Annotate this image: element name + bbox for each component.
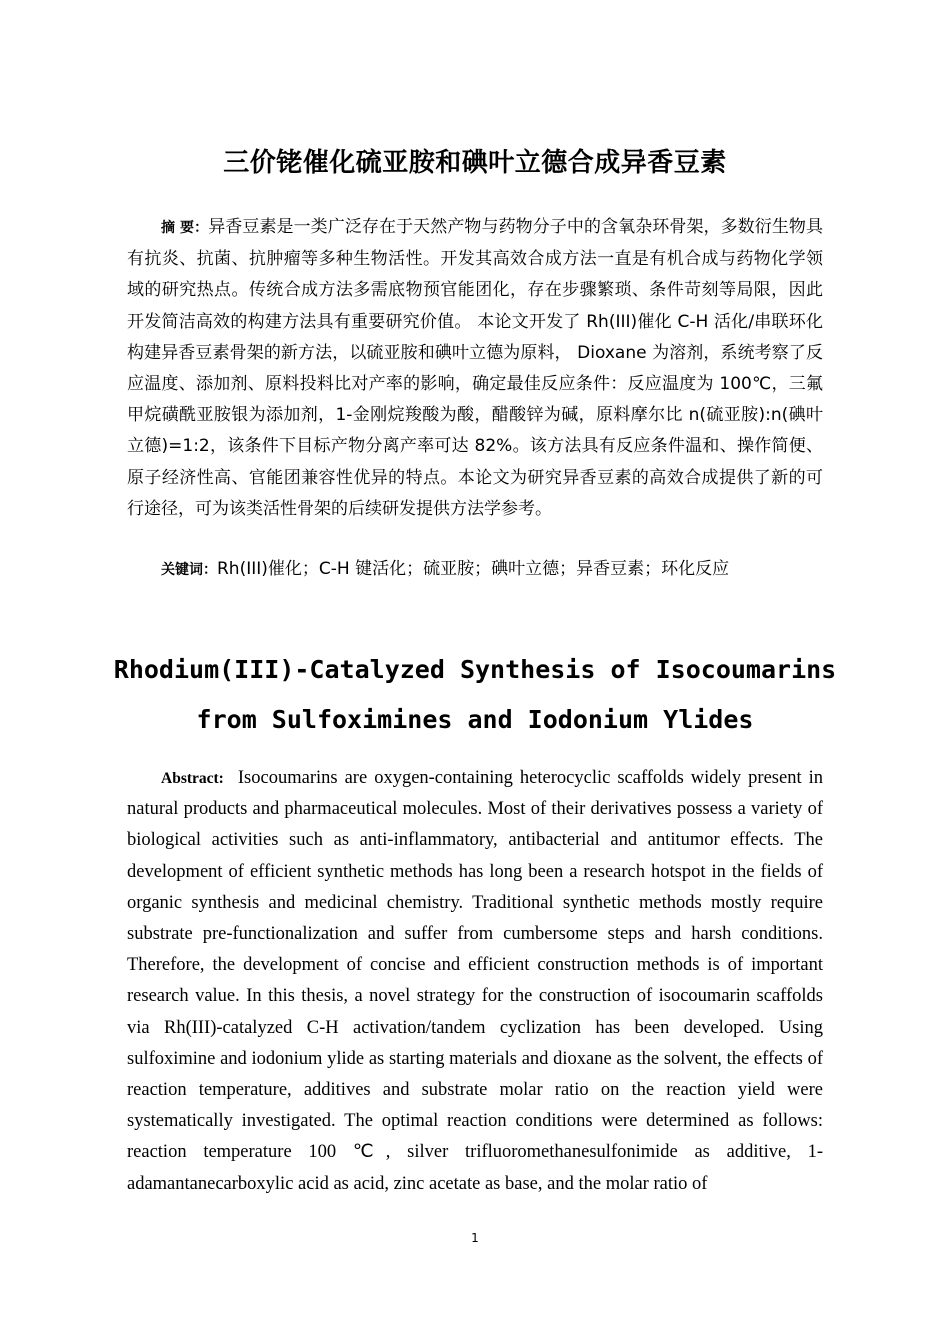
chinese-abstract-text: 异香豆素是一类广泛存在于天然产物与药物分子中的含氧杂环骨架，多数衍生物具有抗炎、抗菌、抗肿瘤等多种生物活性。开发其高效合成方法一直是有机合成与药物化学领域的研究热点。传统合成方法多需底物预官能团化，存在步骤繁琐、条件苛刻等局限，因此开发简洁高效的构建方法具有重要研究价值。 本论文开发了 Rh(III)催化 C-H 活化/串联环化构建异香豆素骨架的新方法，以硫亚胺和碘叶立德为原料， Dioxane 为溶剂，系统考察了反应温度、添加剂、原料投料比对产率的影响，确定最佳反应条件：反应温度为 100℃，三氟甲烷磺酰亚胺银为添加剂，1-金刚烷羧酸为酸，醋酸锌为碱，原料摩尔比 n(硫亚胺):n(碘叶立德)=1:2，该条件下目标产物分离产率可达 82%。该方法具有反应条件温和、操作简便、原子经济性高、官能团兼容性优异的特点。本论文为研究异香豆素的高效合成提供了新的可行途径，可为该类活性骨架的后续研发提供方法学参考。 <box>127 217 824 519</box>
english-abstract <box>127 763 823 1200</box>
english-abstract-label: Abstract: <box>161 770 224 787</box>
chinese-keywords-text: Rh(III)催化；C-H 键活化；硫亚胺；碘叶立德；异香豆素；环化反应 <box>217 559 730 579</box>
chinese-title: 三价铑催化硫亚胺和碘叶立德合成异香豆素 <box>223 148 727 178</box>
chinese-abstract <box>127 212 823 525</box>
english-abstract-text: Isocoumarins are oxygen-containing heterocyclic scaffolds widely present in natural products and pharmaceutical molecules. Most of their derivatives possess a variety of biological activities such as anti-inflammatory, antibacterial and antitumor effects. The development of efficient synthetic methods has long been a research hotspot in the fields of organic synthesis and medicinal chemistry. Traditional synthetic methods mostly require substrate pre-functionalization and suffer from cumbersome steps and harsh conditions. Therefore, the development of concise and efficient construction methods is of important research value. In this thesis, a novel strategy for the construction of isocoumarin scaffolds via Rh(III)-catalyzed C-H activation/tandem cyclization has been developed. Using sulfoximine and iodonium ylide as starting materials and dioxane as the solvent, the effects of reaction temperature, additives and substrate molar ratio on the reaction yield were systematically investigated. The optimal reaction conditions were determined as follows: reaction temperature 100 ℃, silver trifluoromethanesulfonimide as additive, 1-adamantanecarboxylic acid as acid, zinc acetate as base, and the molar ratio of <box>127 768 824 1194</box>
chinese-keywords <box>161 554 823 586</box>
page-number: 1 <box>471 1231 479 1245</box>
chinese-abstract-label: 摘 要： <box>161 220 209 236</box>
chinese-keywords-label: 关键词： <box>161 562 217 578</box>
english-title-line-2: from Sulfoximines and Iodonium Ylides <box>196 705 754 734</box>
english-title-line-1: Rhodium(III)-Catalyzed Synthesis of Isocoumarins <box>113 655 837 684</box>
english-title <box>0 645 950 745</box>
